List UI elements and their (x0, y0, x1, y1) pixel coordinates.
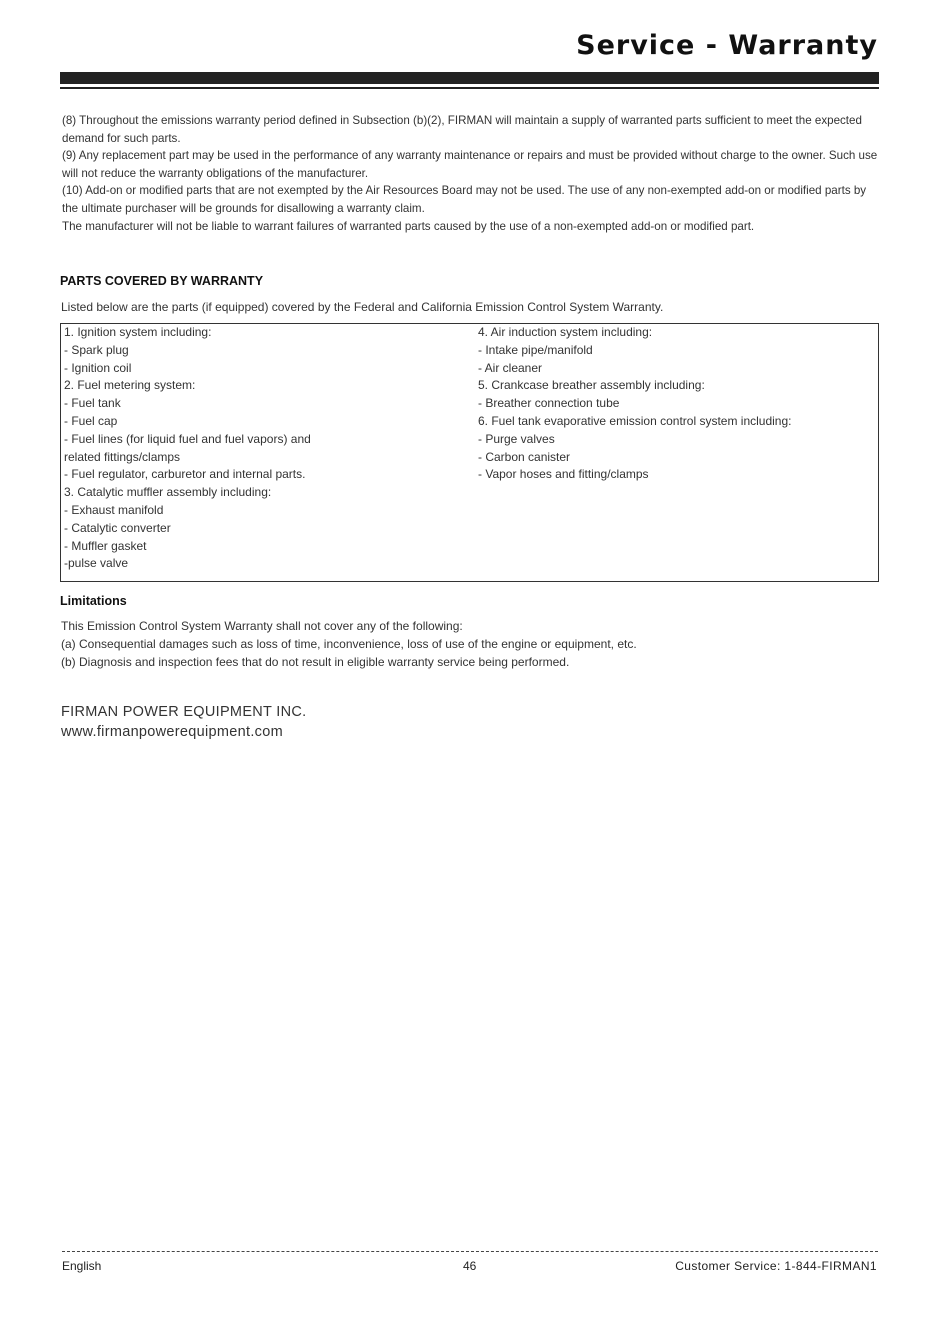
part-item: 1. Ignition system including: (64, 325, 212, 339)
part-item: - Exhaust manifold (64, 502, 164, 517)
part-item: - Spark plug (64, 342, 129, 357)
part-item: - Fuel regulator, carburetor and internal parts. (64, 467, 306, 482)
part-item: 4. Air induction system including: (478, 325, 653, 339)
header-bar (60, 72, 879, 84)
parts-list-box (60, 323, 879, 582)
liability-paragraph: The manufacturer will not be liable to warrant failures of warranted parts caused by the use of a non-exempted add-on or modified part. (62, 219, 755, 233)
page-number: 46 (463, 1259, 477, 1273)
company-website: www.firmanpowerequipment.com (61, 724, 283, 740)
part-item: - Carbon canister (478, 449, 571, 464)
page-title: Service - Warranty (576, 30, 878, 61)
paragraph-8: (8) Throughout the emissions warranty period defined in Subsection (b)(2), FIRMAN will maintain a supply of warranted parts sufficient to meet the expected demand for such parts. (62, 114, 862, 145)
part-item: - Fuel lines (for liquid fuel and fuel vapors) and (64, 431, 311, 446)
company-info (61, 702, 306, 742)
limitations-intro: This Emission Control System Warranty shall not cover any of the following: (61, 619, 463, 633)
part-item: -pulse valve (64, 556, 129, 571)
parts-right-column (478, 324, 876, 484)
part-item: - Fuel tank (64, 396, 121, 411)
parts-heading: PARTS COVERED BY WARRANTY (60, 274, 264, 288)
part-item: - Vapor hoses and fitting/clamps (478, 467, 649, 482)
parts-intro: Listed below are the parts (if equipped) covered by the Federal and California Emission Control System Warranty. (61, 300, 664, 314)
footer-divider (62, 1251, 878, 1252)
customer-service: Customer Service: 1-844-FIRMAN1 (675, 1259, 877, 1273)
limitations-heading: Limitations (60, 594, 127, 608)
limitation-item-a: (a) Consequential damages such as loss of time, inconvenience, loss of use of the engine or equipment, etc. (61, 637, 637, 651)
part-item: - Air cleaner (478, 360, 543, 375)
part-item: 2. Fuel metering system: (64, 378, 196, 393)
paragraph-10: (10) Add-on or modified parts that are not exempted by the Air Resources Board may not be used. The use of any non-exempted add-on or modified parts by the ultimate purchaser will be grounds for disallowing a warranty claim. (62, 184, 867, 215)
warranty-paragraphs (62, 112, 880, 235)
part-item: - Intake pipe/manifold (478, 342, 593, 357)
part-item: - Catalytic converter (64, 520, 171, 535)
limitations-text (61, 617, 879, 671)
company-name: FIRMAN POWER EQUIPMENT INC. (61, 704, 307, 720)
limitation-item-b: (b) Diagnosis and inspection fees that do not result in eligible warranty service being performed. (61, 655, 570, 669)
parts-left-column (64, 324, 464, 573)
part-item: 6. Fuel tank evaporative emission control system including: (478, 413, 792, 428)
part-item: - Purge valves (478, 431, 555, 446)
part-item: 5. Crankcase breather assembly including: (478, 378, 705, 393)
part-item: - Muffler gasket (64, 538, 147, 553)
part-item: 3. Catalytic muffler assembly including: (64, 485, 272, 500)
footer-language: English (62, 1259, 102, 1273)
part-item: related fittings/clamps (64, 449, 181, 464)
part-item: - Ignition coil (64, 360, 132, 375)
header-divider (60, 87, 879, 89)
part-item: - Fuel cap (64, 413, 118, 428)
paragraph-9: (9) Any replacement part may be used in the performance of any warranty maintenance or repairs and must be provided without charge to the owner. Such use will not reduce the warranty obligations of the manufacturer. (62, 149, 878, 180)
part-item: - Breather connection tube (478, 396, 620, 411)
